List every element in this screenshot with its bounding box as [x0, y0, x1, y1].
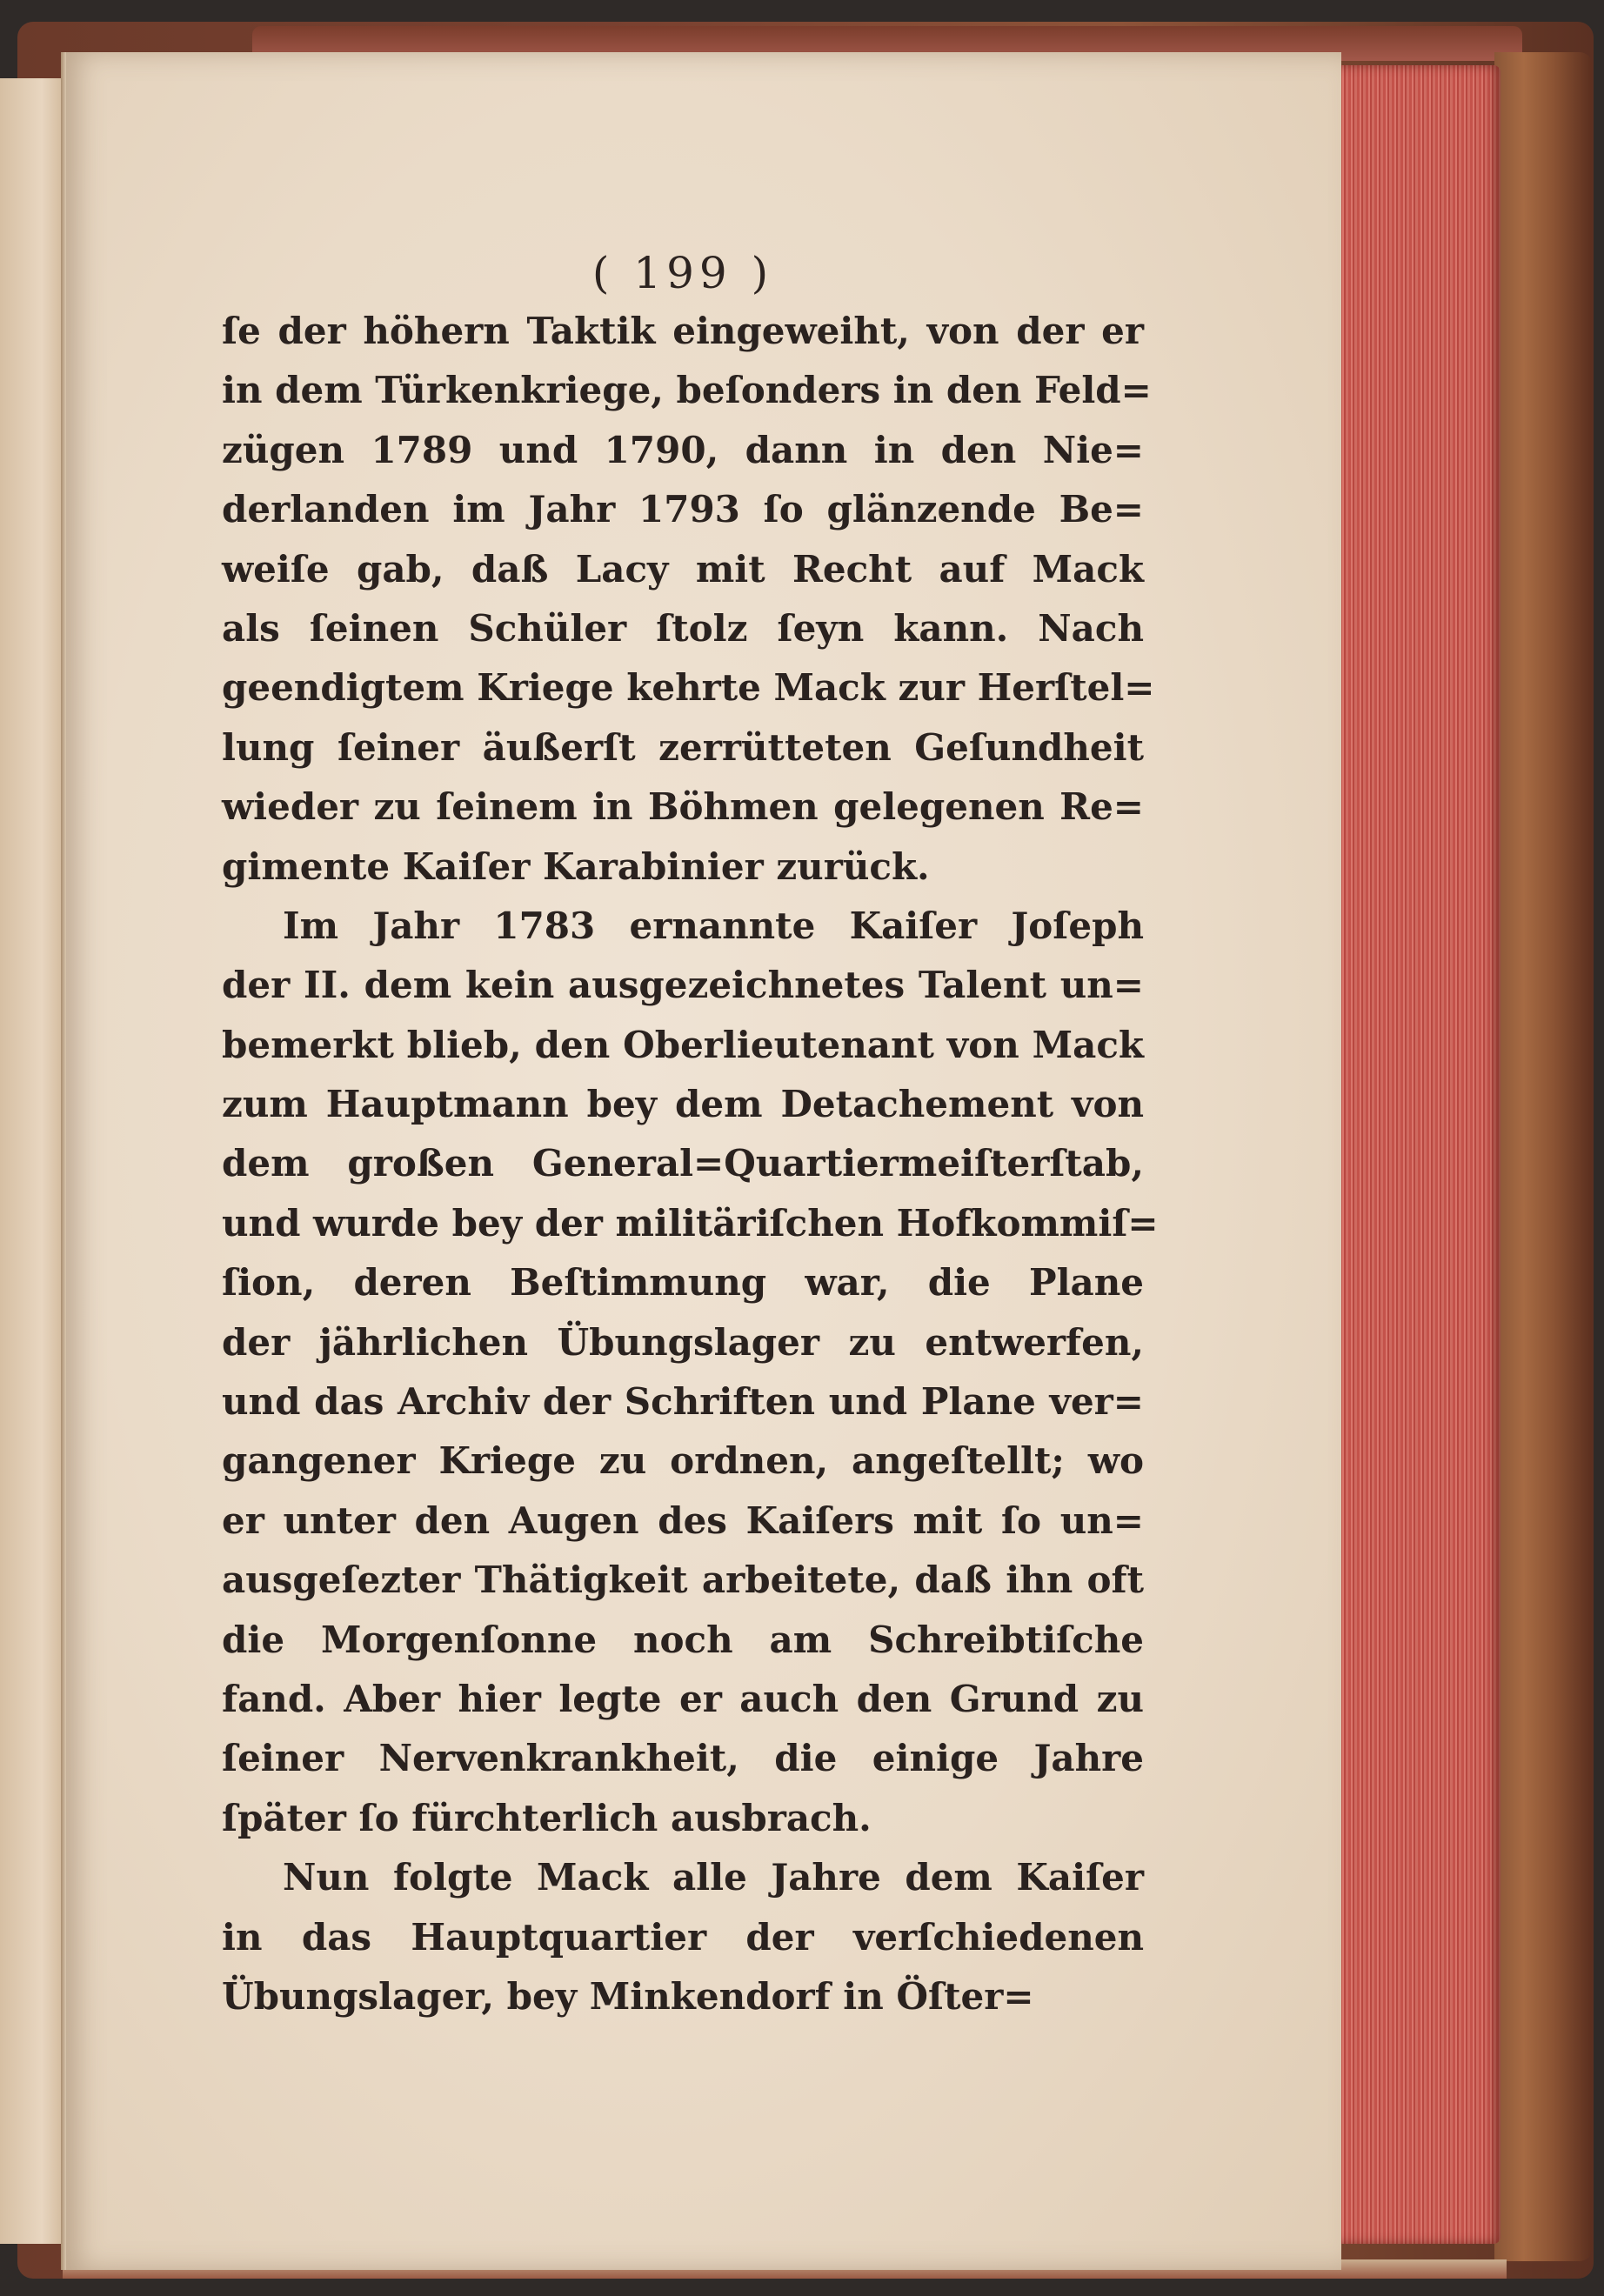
paragraph — [222, 302, 1155, 897]
text-line: der jährlichen Übungslager zu entwerfen, — [222, 1320, 1144, 1364]
text-line: derlanden im Jahr 1793 ſo glänzende Be= — [222, 488, 1144, 531]
text-line: zum Hauptmann bey dem Detachement von — [222, 1083, 1144, 1126]
text-line: und das Archiv der Schriften und Plane ver= — [222, 1380, 1144, 1424]
left-page-margin — [0, 78, 70, 2244]
text-line: ſe der höhern Taktik eingeweiht, von der er — [222, 310, 1144, 352]
paragraphs — [222, 302, 1159, 2026]
text-line: als ſeinen Schüler ſtolz ſeyn kann. Nach — [222, 606, 1144, 650]
text-line: wieder zu ſeinem in Böhmen gelegenen Re= — [222, 785, 1144, 829]
text-line: ſion, deren Beſtimmung war, die Plane — [222, 1261, 1144, 1305]
text-line: ausgeſezter Thätigkeit arbeitete, daß ihn oft — [222, 1558, 1144, 1602]
text-line: Nun folgte Mack alle Jahre dem Kaiſer — [283, 1856, 1144, 1899]
text-line: Im Jahr 1783 ernannte Kaiſer Joſeph — [283, 904, 1144, 947]
book-spine — [1494, 52, 1592, 2261]
text-line: er unter den Augen des Kaiſers mit ſo un= — [222, 1498, 1144, 1542]
text-line: fand. Aber hier legte er auch den Grund zu — [222, 1677, 1144, 1720]
red-page-edges — [1331, 65, 1500, 2244]
text-line: und wurde bey der militäriſchen Hofkommiſ= — [222, 1201, 1159, 1245]
text-line: gangener Kriege zu ordnen, angeſtellt; wo — [222, 1439, 1144, 1483]
page-number: ( 199 ) — [591, 248, 774, 298]
text-line: bemerkt blieb, den Oberlieutenant von Mack — [222, 1023, 1144, 1066]
text-line: die Morgenſonne noch am Schreibtiſche — [222, 1618, 1144, 1661]
text-line: gimente Kaiſer Karabinier zurück. — [222, 844, 930, 888]
gutter — [61, 52, 66, 2270]
page-text-block — [222, 248, 1159, 2026]
text-line: zügen 1789 und 1790, dann in den Nie= — [222, 428, 1144, 471]
text-line: der II. dem kein ausgezeichnetes Talent un= — [222, 964, 1144, 1007]
paragraph — [222, 897, 1159, 1848]
text-line: dem großen General=Quartiermeiſterſtab, — [222, 1142, 1144, 1185]
text-line: ſeiner Nervenkrankheit, die einige Jahre — [222, 1737, 1144, 1780]
text-line: ſpäter ſo fürchterlich ausbrach. — [222, 1796, 872, 1839]
text-line: lung ſeiner äußerſt zerrütteten Geſundheit — [222, 725, 1144, 769]
text-line: weiſe gab, daß Lacy mit Recht auf Mack — [222, 547, 1144, 591]
text-line: geendigtem Kriege kehrte Mack zur Herſtel= — [222, 666, 1155, 710]
text-line: Übungslager, bey Minkendorf in Öſter= — [222, 1974, 1034, 2018]
text-line: in dem Türkenkriege, beſonders in den Feld= — [222, 369, 1152, 412]
text-line: in das Hauptquartier der verſchiedenen — [222, 1915, 1144, 1959]
paragraph — [222, 1848, 1144, 2026]
